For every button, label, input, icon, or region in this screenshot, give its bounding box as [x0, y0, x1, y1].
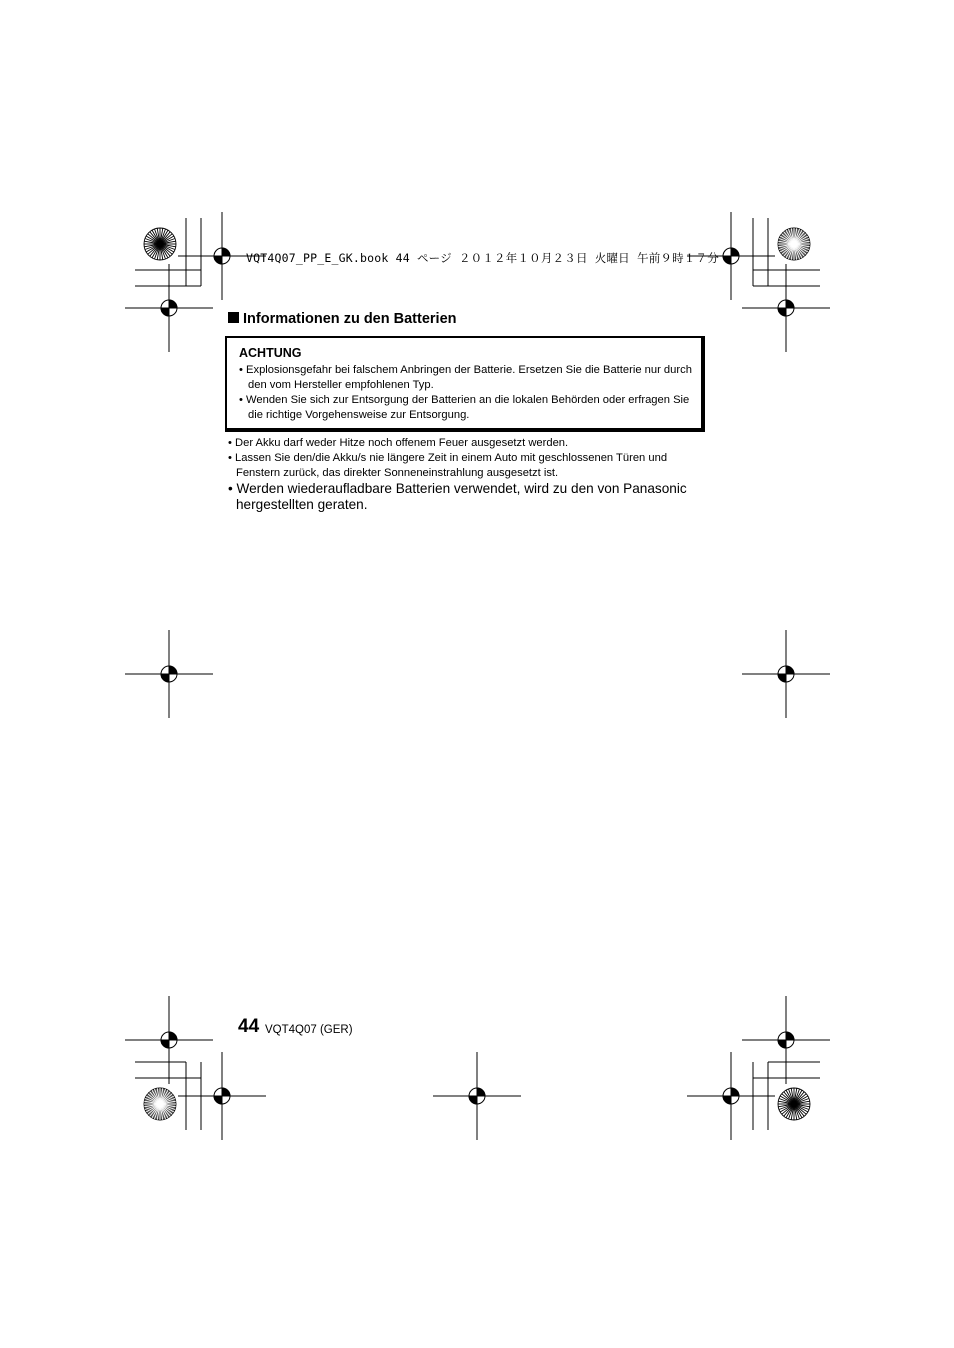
registration-crosshair-icon	[687, 1052, 775, 1140]
registration-crosshair-icon	[125, 630, 213, 718]
registration-starburst-icon	[778, 228, 810, 260]
note-item: • Werden wiederaufladbare Batterien verwendet, wird zu den von Panasonic hergestellten geraten.	[228, 481, 687, 512]
print-info-header: VQT4Q07_PP_E_GK.book 44 ページ ２０１２年１０月２３日 火曜日 午前９時１７分	[246, 251, 719, 265]
caution-item: • Wenden Sie sich zur Entsorgung der Batterien an die lokalen Behörden oder erfragen Sie die richtige Vorgehensweise zur Entsorgung.	[239, 394, 690, 421]
caution-title: ACHTUNG	[239, 346, 302, 360]
model-code: VQT4Q07 (GER)	[265, 1024, 353, 1036]
note-item: • Der Akku darf weder Hitze noch offenem Feuer ausgesetzt werden.	[228, 437, 569, 449]
registration-crosshair-icon	[742, 996, 830, 1084]
registration-starburst-icon	[144, 228, 176, 260]
caution-box	[225, 336, 705, 432]
section-title: Informationen zu den Batterien	[243, 311, 457, 327]
caution-item: • Explosionsgefahr bei falschem Anbringen der Batterie. Ersetzen Sie die Batterie nur durch den vom Hersteller empfohlenen Typ.	[239, 364, 692, 391]
registration-crosshair-icon	[125, 264, 213, 352]
registration-crosshair-icon	[433, 1052, 521, 1140]
registration-crosshair-icon	[742, 630, 830, 718]
note-item: • Lassen Sie den/die Akku/s nie längere Zeit in einem Auto mit geschlossenen Türen und Fenstern zurück, das direkter Sonneneinstrahlung ausgesetzt ist.	[228, 452, 668, 479]
page-number: 44	[238, 1016, 260, 1037]
registration-crosshair-icon	[125, 996, 213, 1084]
registration-starburst-icon	[144, 1088, 176, 1120]
registration-crosshair-icon	[178, 1052, 266, 1140]
registration-starburst-icon	[778, 1088, 810, 1120]
section-heading	[228, 311, 457, 327]
registration-crosshair-icon	[742, 264, 830, 352]
black-square-icon	[228, 312, 239, 323]
